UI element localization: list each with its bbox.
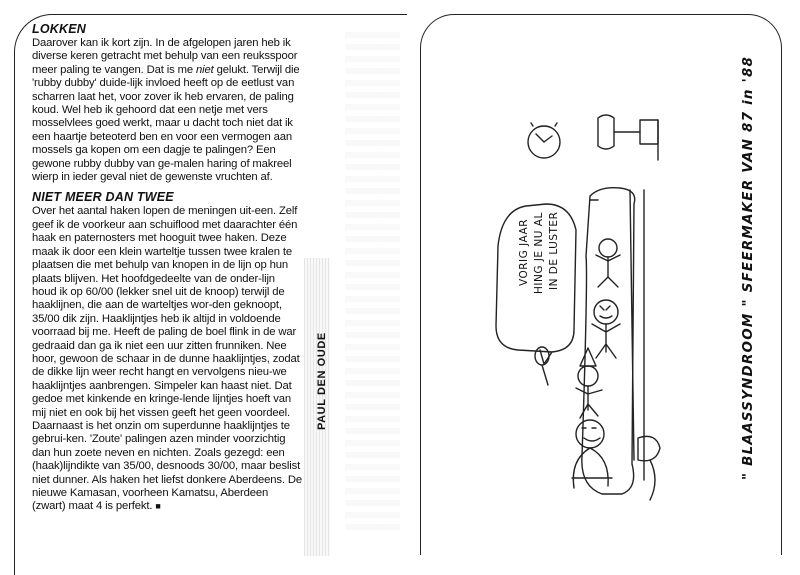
- section-paragraph-niet-meer-dan-twee: Over het aantal haken lopen de meningen uit-een. Zelf geef ik de voorkeur aan schuiflood met daarachter één haak en paternosters met hooguit twee haken. Deze maak ik door een klein warteltje tussen twee kralen te plaatsen die met behulp van knopen in de lijn op hun plaats blijven. Het hoofdgedeelte van de onder-lijn houd ik op 60/00 (lekker snel uit de knoop) terwijl de haaklijnen, die aan de warteltjes wor-den geknoopt, 35/00 dik zijn. Haaklijntjes heb ik altijd in voldoende voorraad bij me. Heeft de paling de boel flink in de war gedraaid dan ga ik niet een uur zitten frunniken. Nee hoor, gewoon de schaar in de dunne haaklijntjes, zodat de dikke lijn weer recht hangt en vervolgens nieu-we haaklijntjes aanbrengen. Simpeler kan haast niet. Dat gedoe met kinkende en kringe-lende lijntjes hoeft van mij niet en ook bij het vissen geeft het geen voordeel. Daarnaast is het onzin om superdunne haaklijntjes te gebrui-ken. 'Zoute' palingen azen minder voorzichtig dan hun zoete neven en nichten. Zoals gezegd: een (haak)lijndikte van 35/00, desnoods 30/00, maar beslist niet dunner. Als haken het liefst donkere Aberdeens. De nieuwe Kamasan, voorheen Kamatsu, Aberdeen (zwart) maat 4 is perfekt. ■: [32, 205, 302, 513]
- balloon-line-1: VORIG JAAR: [518, 219, 530, 286]
- article-column: [32, 22, 302, 514]
- cartoon-illustration: [430, 40, 770, 520]
- cartoon-caption: " BLAASSYNDROOM " SFEERMAKER VAN 87 in '88: [740, 55, 756, 480]
- section-heading-lokken: LOKKEN: [32, 22, 86, 36]
- lamp-drawing: [598, 115, 658, 160]
- clock-icon: [528, 123, 560, 158]
- show-through-bleed: [345, 30, 400, 530]
- author-byline: PAUL DEN OUDE: [316, 332, 328, 430]
- balloon-line-3: IN DE LUSTER: [548, 211, 560, 290]
- section-heading-niet-meer-dan-twee: NIET MEER DAN TWEE: [32, 190, 174, 205]
- end-mark: ■: [155, 501, 161, 512]
- balloon-line-2: HING JE NU AL: [533, 212, 545, 294]
- section-paragraph-lokken: Daarover kan ik kort zijn. In de afgelopen jaren heb ik diverse keren getracht met behulp van een reuksspoor meer paling te vangen. Dat is me niet gelukt. Terwijl die 'rubby dubby' duide-lijk invloed heeft op de eetlust van scharren laat het, voor zover ik heb ervaren, de paling koud. Wel heb ik gehoord dat een netje met vers mosselvlees goed werkt, maar u dacht toch niet dat ik een haartje beteoterd ben en voor een vermogen aan mossels ga kopen om een dagje te palingen? Een gewone rubby dubby van ge-malen haring of makreel wierp in ieder geval niet de gewenste vruchten af.: [32, 37, 300, 184]
